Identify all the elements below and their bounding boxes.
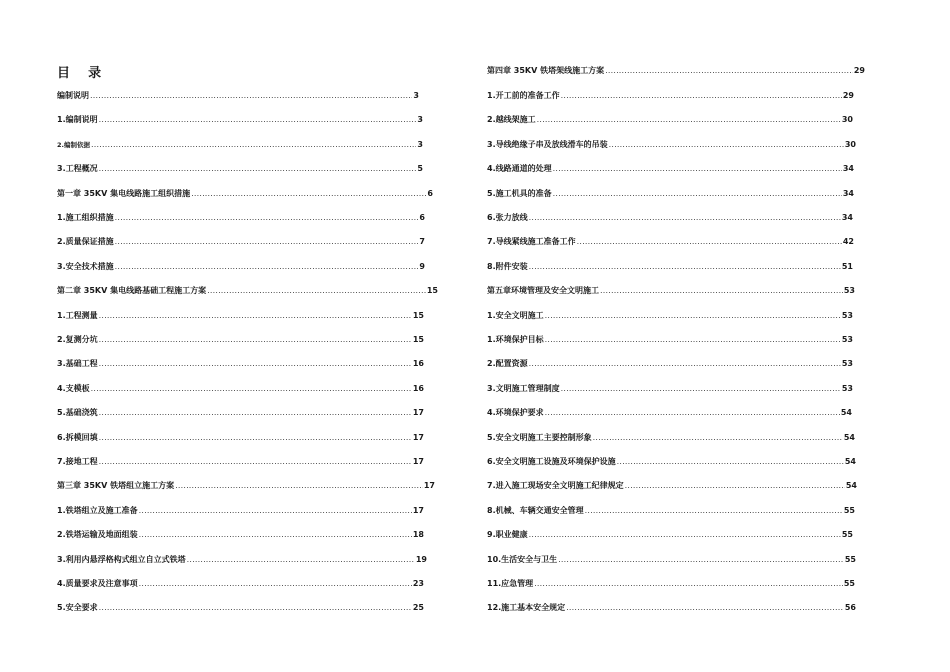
toc-entry[interactable] (487, 528, 853, 542)
toc-entry-label: 10.生活安全与卫生 (487, 555, 558, 564)
toc-page-number: 55 (843, 579, 855, 588)
toc-entry[interactable] (487, 479, 857, 493)
toc-entry-label: 3.导线绝缘子串及放线滑车的吊装 (487, 140, 608, 149)
toc-entry-label: 第五章环境管理及安全文明施工 (487, 286, 599, 295)
toc-page-number: 16 (412, 359, 424, 368)
toc-entry-label: 6.张力放线 (487, 213, 528, 222)
toc-entry[interactable] (57, 357, 424, 371)
toc-entry-label: 5.安全文明施工主要控制形象 (487, 433, 592, 442)
toc-page-number: 34 (842, 164, 854, 173)
toc-page-number: 54 (844, 457, 856, 466)
toc-page-number: 53 (843, 286, 855, 295)
toc-dot-leader (99, 113, 417, 127)
toc-entry-label: 1.编制说明 (57, 115, 98, 124)
toc-dot-leader (99, 406, 412, 420)
toc-page-number: 15 (412, 335, 424, 344)
toc-dot-leader (139, 528, 412, 542)
toc-entry[interactable] (57, 113, 423, 127)
toc-dot-leader (577, 235, 842, 249)
toc-dot-leader (99, 309, 412, 323)
toc-entry-label: 3.基础工程 (57, 359, 98, 368)
toc-dot-leader (605, 64, 853, 78)
toc-entry[interactable] (487, 382, 853, 396)
toc-entry-label: 4.环境保护要求 (487, 408, 544, 417)
toc-entry-label: 8.机械、车辆交通安全管理 (487, 506, 584, 515)
toc-page-number: 54 (840, 408, 852, 417)
toc-dot-leader (99, 455, 412, 469)
toc-dot-leader (561, 89, 842, 103)
toc-entry[interactable] (487, 260, 853, 274)
toc-dot-leader (175, 479, 423, 493)
toc-page-number: 29 (853, 66, 865, 75)
toc-entry[interactable] (57, 187, 433, 201)
toc-page-number: 6 (427, 189, 433, 198)
toc-dot-leader (561, 382, 841, 396)
toc-dot-leader (115, 235, 419, 249)
toc-entry[interactable] (57, 528, 424, 542)
toc-dot-leader (99, 162, 417, 176)
toc-entry-label: 6.安全文明施工设施及环境保护设施 (487, 457, 616, 466)
toc-dot-leader (593, 431, 843, 445)
toc-dot-leader (617, 455, 844, 469)
toc-page-number: 3 (417, 140, 423, 149)
toc-entry-label: 5.施工机具的准备 (487, 189, 552, 198)
toc-page-number: 17 (423, 481, 435, 490)
toc-entry[interactable] (487, 333, 853, 347)
toc-entry[interactable] (487, 187, 854, 201)
toc-page-number: 53 (841, 335, 853, 344)
toc-dot-leader (191, 187, 426, 201)
toc-entry-label: 2.编制依据 (57, 141, 90, 149)
toc-entry-label: 第四章 35KV 铁塔架线施工方案 (487, 66, 605, 75)
toc-entry[interactable] (487, 406, 852, 420)
toc-entry[interactable] (57, 235, 425, 249)
toc-page-number: 18 (412, 530, 424, 539)
toc-dot-leader (585, 504, 843, 518)
toc-entry[interactable] (57, 211, 425, 225)
toc-page-number: 55 (841, 530, 853, 539)
toc-page-number: 30 (844, 140, 856, 149)
toc-entry-label: 2.铁塔运输及地面组装 (57, 530, 138, 539)
toc-page-number: 53 (841, 384, 853, 393)
toc-page-number: 17 (412, 506, 424, 515)
toc-entry[interactable] (487, 601, 856, 615)
toc-page-number: 7 (419, 237, 425, 246)
toc-entry-label: 9.职业健康 (487, 530, 528, 539)
toc-dot-leader (553, 162, 842, 176)
toc-page-number: 5 (417, 164, 423, 173)
toc-entry[interactable] (57, 138, 423, 152)
toc-entry-label: 第三章 35KV 铁塔组立施工方案 (57, 481, 175, 490)
toc-page-number: 15 (412, 311, 424, 320)
toc-dot-leader (529, 357, 841, 371)
toc-entry[interactable] (57, 479, 435, 493)
toc-page-number: 55 (843, 506, 855, 515)
toc-page-number: 53 (841, 359, 853, 368)
toc-page-number: 6 (419, 213, 425, 222)
toc-entry[interactable] (487, 162, 854, 176)
toc-dot-leader (99, 357, 412, 371)
toc-dot-leader (553, 187, 842, 201)
toc-entry[interactable] (57, 455, 424, 469)
toc-page-number: 17 (412, 457, 424, 466)
toc-entry[interactable] (57, 89, 419, 103)
toc-entry-label: 2.配置资源 (487, 359, 528, 368)
toc-dot-leader (545, 406, 840, 420)
toc-dot-leader (99, 333, 412, 347)
toc-page-number: 25 (412, 603, 424, 612)
toc-entry[interactable] (57, 260, 425, 274)
toc-dot-leader (609, 138, 844, 152)
toc-entry[interactable] (487, 113, 853, 127)
toc-entry-label: 8.附件安装 (487, 262, 528, 271)
toc-entry-label: 1.安全文明施工 (487, 311, 544, 320)
toc-entry-label: 12.施工基本安全规定 (487, 603, 566, 612)
toc-dot-leader (115, 260, 419, 274)
toc-entry-label: 11.应急管理 (487, 579, 534, 588)
toc-page-number: 3 (413, 91, 419, 100)
toc-page-number: 9 (419, 262, 425, 271)
toc-dot-leader (558, 553, 844, 567)
toc-entry[interactable] (57, 333, 424, 347)
toc-entry-label: 5.安全要求 (57, 603, 98, 612)
toc-entry-label: 7.进入施工现场安全文明施工纪律规定 (487, 481, 624, 490)
toc-entry-label: 2.复测分坑 (57, 335, 98, 344)
toc-page-number: 19 (415, 555, 427, 564)
toc-dot-leader (529, 260, 841, 274)
toc-heading: 目 录 (57, 66, 102, 81)
toc-dot-leader (534, 577, 843, 591)
toc-entry-label: 3.利用内悬浮格构式组立自立式铁塔 (57, 555, 186, 564)
toc-entry-label: 4.支模板 (57, 384, 90, 393)
toc-entry[interactable] (487, 235, 854, 249)
toc-entry[interactable] (57, 284, 438, 298)
toc-page-number: 30 (841, 115, 853, 124)
toc-entry[interactable] (487, 309, 853, 323)
toc-entry-label: 4.线路通道的处理 (487, 164, 552, 173)
toc-entry[interactable] (487, 553, 856, 567)
toc-entry-label: 1.施工组织措施 (57, 213, 114, 222)
toc-entry-label: 7.导线紧线施工准备工作 (487, 237, 576, 246)
toc-entry-label: 1.工程测量 (57, 311, 98, 320)
toc-entry[interactable] (57, 601, 424, 615)
toc-entry[interactable] (487, 504, 855, 518)
toc-entry-label: 3.工程概况 (57, 164, 98, 173)
toc-entry-label: 5.基础浇筑 (57, 408, 98, 417)
toc-page-number: 3 (417, 115, 423, 124)
toc-page-number: 55 (844, 555, 856, 564)
toc-dot-leader (625, 479, 845, 493)
toc-page-number: 42 (842, 237, 854, 246)
toc-entry-label: 1.环境保护目标 (487, 335, 544, 344)
toc-page-number: 15 (426, 286, 438, 295)
toc-dot-leader (187, 553, 415, 567)
toc-dot-leader (90, 89, 412, 103)
toc-entry[interactable] (487, 89, 854, 103)
toc-dot-leader (529, 211, 841, 225)
toc-entry[interactable] (487, 284, 855, 298)
toc-dot-leader (529, 528, 841, 542)
toc-chapter-entry[interactable] (487, 64, 865, 78)
toc-page-number: 54 (843, 433, 855, 442)
toc-entry[interactable] (57, 553, 427, 567)
toc-entry[interactable] (487, 431, 855, 445)
toc-page-number: 17 (412, 433, 424, 442)
toc-entry-label: 1.开工前的准备工作 (487, 91, 560, 100)
toc-dot-leader (545, 309, 841, 323)
toc-page-number: 34 (841, 213, 853, 222)
toc-entry-label: 3.文明施工管理制度 (487, 384, 560, 393)
toc-page-number: 51 (841, 262, 853, 271)
toc-entry-label: 3.安全技术措施 (57, 262, 114, 271)
toc-dot-leader (99, 431, 412, 445)
toc-entry-label: 编制说明 (57, 91, 89, 100)
toc-entry[interactable] (487, 138, 856, 152)
toc-entry[interactable] (487, 211, 853, 225)
toc-dot-leader (99, 601, 412, 615)
toc-entry-label: 6.拆模回填 (57, 433, 98, 442)
toc-entry[interactable] (487, 357, 853, 371)
toc-entry[interactable] (57, 162, 423, 176)
toc-page-number: 54 (845, 481, 857, 490)
toc-entry-label: 7.接地工程 (57, 457, 98, 466)
toc-entry[interactable] (487, 577, 855, 591)
toc-page-number: 16 (412, 384, 424, 393)
toc-dot-leader (600, 284, 843, 298)
toc-dot-leader (91, 138, 416, 152)
toc-dot-leader (537, 113, 841, 127)
toc-page-number: 23 (412, 579, 424, 588)
toc-entry-label: 4.质量要求及注意事项 (57, 579, 138, 588)
toc-dot-leader (139, 577, 412, 591)
toc-dot-leader (207, 284, 426, 298)
toc-entry-label: 2.越线架施工 (487, 115, 536, 124)
toc-dot-leader (115, 211, 419, 225)
toc-entry[interactable] (57, 406, 424, 420)
toc-dot-leader (139, 504, 412, 518)
toc-entry[interactable] (57, 504, 424, 518)
toc-entry[interactable] (57, 431, 424, 445)
toc-page-number: 53 (841, 311, 853, 320)
toc-entry[interactable] (487, 455, 856, 469)
toc-entry[interactable] (57, 382, 424, 396)
toc-entry-label: 第二章 35KV 集电线路基础工程施工方案 (57, 286, 207, 295)
toc-page-number: 34 (842, 189, 854, 198)
toc-entry-label: 第一章 35KV 集电线路施工组织措施 (57, 189, 191, 198)
toc-dot-leader (545, 333, 841, 347)
toc-entry-label: 2.质量保证措施 (57, 237, 114, 246)
toc-entry-label: 1.铁塔组立及施工准备 (57, 506, 138, 515)
toc-entry[interactable] (57, 577, 424, 591)
toc-page-number: 56 (844, 603, 856, 612)
toc-page-number: 17 (412, 408, 424, 417)
toc-dot-leader (566, 601, 844, 615)
toc-entry[interactable] (57, 309, 424, 323)
toc-page-number: 29 (842, 91, 854, 100)
toc-dot-leader (91, 382, 412, 396)
